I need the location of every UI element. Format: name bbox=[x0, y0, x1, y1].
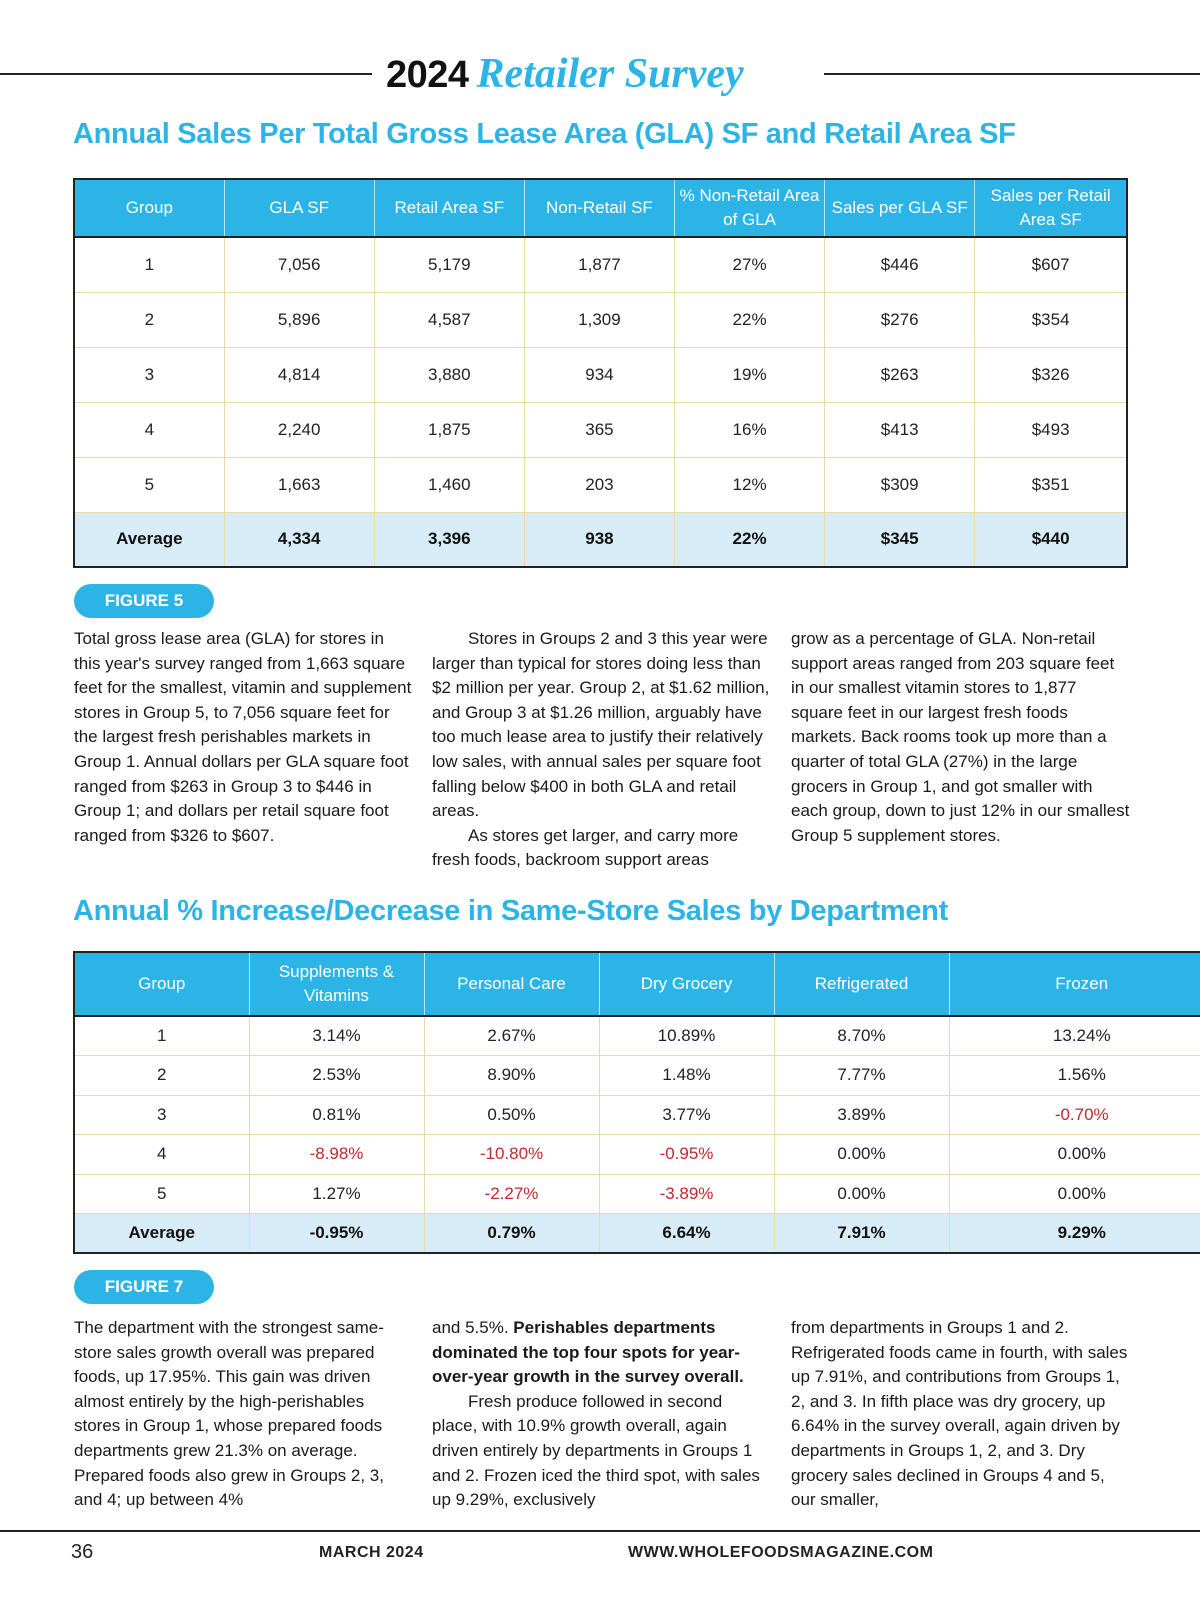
value-cell: 19% bbox=[675, 347, 825, 402]
value-cell: $276 bbox=[825, 292, 975, 347]
value-cell: 3,880 bbox=[374, 347, 524, 402]
value-cell: 13.24% bbox=[949, 1016, 1200, 1056]
footer-rule bbox=[0, 1530, 1200, 1532]
value-cell: $354 bbox=[975, 292, 1127, 347]
value-cell: 0.50% bbox=[424, 1095, 599, 1135]
group-cell: Average bbox=[74, 512, 224, 567]
section1-text-col3 bbox=[791, 627, 1131, 848]
website-url: WWW.WHOLEFOODSMAGAZINE.COM bbox=[628, 1544, 934, 1561]
table-header-row bbox=[74, 179, 1127, 237]
group-cell: Average bbox=[74, 1214, 249, 1254]
value-cell: 4,587 bbox=[374, 292, 524, 347]
value-cell: $309 bbox=[825, 457, 975, 512]
paragraph: As stores get larger, and carry more fresh foods, backroom support areas bbox=[432, 825, 739, 870]
section2-text-col1 bbox=[74, 1316, 414, 1513]
table-row bbox=[74, 292, 1127, 347]
value-cell: $413 bbox=[825, 402, 975, 457]
value-cell: 938 bbox=[524, 512, 674, 567]
value-cell: 0.00% bbox=[774, 1174, 949, 1214]
value-cell: 3.14% bbox=[249, 1016, 424, 1056]
group-cell: 5 bbox=[74, 1174, 249, 1214]
value-cell: -10.80% bbox=[424, 1135, 599, 1175]
group-cell: 1 bbox=[74, 237, 224, 292]
column-header: Non-Retail SF bbox=[524, 179, 674, 237]
table-row bbox=[74, 1016, 1200, 1056]
value-cell: 6.64% bbox=[599, 1214, 774, 1254]
value-cell: 2.53% bbox=[249, 1056, 424, 1096]
section2-text-col2 bbox=[432, 1316, 772, 1513]
value-cell: 2,240 bbox=[224, 402, 374, 457]
table-header-row bbox=[74, 952, 1200, 1016]
column-header: Personal Care bbox=[424, 952, 599, 1016]
value-cell: 0.00% bbox=[774, 1135, 949, 1175]
group-cell: 2 bbox=[74, 1056, 249, 1096]
value-cell: 1,877 bbox=[524, 237, 674, 292]
masthead-rule-left bbox=[0, 73, 372, 75]
value-cell: $607 bbox=[975, 237, 1127, 292]
table-row bbox=[74, 1135, 1200, 1175]
group-cell: 1 bbox=[74, 1016, 249, 1056]
value-cell: 22% bbox=[675, 512, 825, 567]
value-cell: 4,334 bbox=[224, 512, 374, 567]
value-cell: $493 bbox=[975, 402, 1127, 457]
value-cell: 934 bbox=[524, 347, 674, 402]
masthead-rule-right bbox=[824, 73, 1200, 75]
group-cell: 4 bbox=[74, 402, 224, 457]
column-header: Refrigerated bbox=[774, 952, 949, 1016]
value-cell: 1,875 bbox=[374, 402, 524, 457]
figure-7-label: FIGURE 7 bbox=[74, 1270, 214, 1304]
value-cell: 203 bbox=[524, 457, 674, 512]
paragraph bbox=[432, 1316, 772, 1390]
value-cell: 8.90% bbox=[424, 1056, 599, 1096]
column-header: Sales per Retail Area SF bbox=[975, 179, 1127, 237]
value-cell: -8.98% bbox=[249, 1135, 424, 1175]
paragraph-lead: and 5.5%. bbox=[432, 1318, 514, 1337]
value-cell: $345 bbox=[825, 512, 975, 567]
masthead bbox=[0, 50, 1200, 100]
section1-text-col1 bbox=[74, 627, 414, 848]
magazine-section-title bbox=[386, 50, 816, 98]
value-cell: 5,179 bbox=[374, 237, 524, 292]
value-cell: $326 bbox=[975, 347, 1127, 402]
column-header: Sales per GLA SF bbox=[825, 179, 975, 237]
paragraph: Fresh produce followed in second place, with 10.9% growth overall, again driven entirely by departments in Groups 1 and 2. Frozen iced the third spot, with sales up 9.29%, exclusively bbox=[432, 1391, 760, 1510]
gla-sales-table bbox=[73, 178, 1128, 568]
group-cell: 2 bbox=[74, 292, 224, 347]
paragraph: grow as a percentage of GLA. Non-retail support areas ranged from 203 square feet in our smallest vitamin stores to 1,877 square feet in our largest fresh foods markets. Back rooms took up more than a quarter of total GLA (27%) in the large grocers in Group 1, and got smaller with each group, down to just 12% in our smallest Group 5 supplement stores. bbox=[791, 629, 1130, 845]
masthead-year: 2024 bbox=[386, 54, 469, 96]
value-cell: $263 bbox=[825, 347, 975, 402]
page-number: 36 bbox=[71, 1541, 94, 1563]
column-header: Group bbox=[74, 952, 249, 1016]
value-cell: 3.89% bbox=[774, 1095, 949, 1135]
value-cell: 0.00% bbox=[949, 1135, 1200, 1175]
table-row bbox=[74, 402, 1127, 457]
table-row bbox=[74, 237, 1127, 292]
column-header: Retail Area SF bbox=[374, 179, 524, 237]
value-cell: $351 bbox=[975, 457, 1127, 512]
value-cell: -0.70% bbox=[949, 1095, 1200, 1135]
table-row bbox=[74, 457, 1127, 512]
value-cell: -0.95% bbox=[249, 1214, 424, 1254]
value-cell: 1,663 bbox=[224, 457, 374, 512]
section1-text-col2 bbox=[432, 627, 772, 873]
value-cell: 4,814 bbox=[224, 347, 374, 402]
average-row bbox=[74, 512, 1127, 567]
value-cell: -3.89% bbox=[599, 1174, 774, 1214]
value-cell: 1.56% bbox=[949, 1056, 1200, 1096]
group-cell: 4 bbox=[74, 1135, 249, 1175]
value-cell: 22% bbox=[675, 292, 825, 347]
value-cell: 1.27% bbox=[249, 1174, 424, 1214]
value-cell: -2.27% bbox=[424, 1174, 599, 1214]
value-cell: 3.77% bbox=[599, 1095, 774, 1135]
column-header: Frozen bbox=[949, 952, 1200, 1016]
average-row bbox=[74, 1214, 1200, 1254]
table-row bbox=[74, 347, 1127, 402]
table-row bbox=[74, 1174, 1200, 1214]
value-cell: 27% bbox=[675, 237, 825, 292]
value-cell: 0.79% bbox=[424, 1214, 599, 1254]
section2-title: Annual % Increase/Decrease in Same-Store Sales by Department bbox=[73, 895, 948, 927]
value-cell: 16% bbox=[675, 402, 825, 457]
group-cell: 3 bbox=[74, 347, 224, 402]
value-cell: 0.81% bbox=[249, 1095, 424, 1135]
value-cell: 7.77% bbox=[774, 1056, 949, 1096]
value-cell: 1,460 bbox=[374, 457, 524, 512]
value-cell: 8.70% bbox=[774, 1016, 949, 1056]
value-cell: 1,309 bbox=[524, 292, 674, 347]
value-cell: 2.67% bbox=[424, 1016, 599, 1056]
column-header: % Non-Retail Area of GLA bbox=[675, 179, 825, 237]
value-cell: 9.29% bbox=[949, 1214, 1200, 1254]
group-cell: 5 bbox=[74, 457, 224, 512]
issue-date: MARCH 2024 bbox=[319, 1544, 424, 1561]
same-store-sales-table bbox=[73, 951, 1200, 1254]
value-cell: 1.48% bbox=[599, 1056, 774, 1096]
value-cell: 3,396 bbox=[374, 512, 524, 567]
bold-statement: Perishables departments dominated the top four spots for year-over-year growth in the survey overall. bbox=[432, 1318, 744, 1387]
value-cell: $446 bbox=[825, 237, 975, 292]
value-cell: 5,896 bbox=[224, 292, 374, 347]
value-cell: 0.00% bbox=[949, 1174, 1200, 1214]
column-header: Supplements & Vitamins bbox=[249, 952, 424, 1016]
paragraph: from departments in Groups 1 and 2. Refrigerated foods came in fourth, with sales up 7.91%, and contributions from Groups 1, 2, and 3. In fifth place was dry grocery, up 6.64% in the survey overall, again driven by departments in Groups 1, 2, and 3. Dry grocery sales declined in Groups 4 and 5, our smaller, bbox=[791, 1318, 1128, 1510]
figure-5-label: FIGURE 5 bbox=[74, 584, 214, 618]
section2-text-col3 bbox=[791, 1316, 1131, 1513]
paragraph: Stores in Groups 2 and 3 this year were larger than typical for stores doing less than $2 million per year. Group 2, at $1.62 million, and Group 3 at $1.26 million, arguably have too much lease area to justify their relatively low sales, with annual sales per square foot falling below $400 in both GLA and retail areas. bbox=[432, 629, 770, 821]
table-row bbox=[74, 1056, 1200, 1096]
column-header: Dry Grocery bbox=[599, 952, 774, 1016]
masthead-survey: Retailer Survey bbox=[476, 51, 744, 97]
paragraph: The department with the strongest same-store sales growth overall was prepared foods, up 17.95%. This gain was driven almost entirely by the high-perishables stores in Group 1, whose prepared foods departments grew 21.3% on average. Prepared foods also grew in Groups 2, 3, and 4; up between 4% bbox=[74, 1318, 384, 1510]
value-cell: -0.95% bbox=[599, 1135, 774, 1175]
value-cell: 7.91% bbox=[774, 1214, 949, 1254]
value-cell: 10.89% bbox=[599, 1016, 774, 1056]
value-cell: 12% bbox=[675, 457, 825, 512]
column-header: GLA SF bbox=[224, 179, 374, 237]
paragraph: Total gross lease area (GLA) for stores in this year's survey ranged from 1,663 square feet for the smallest, vitamin and supplement stores in Group 5, to 7,056 square feet for the largest fresh perishables markets in Group 1. Annual dollars per GLA square foot ranged from $263 in Group 3 to $446 in Group 1; and dollars per retail square foot ranged from $326 to $607. bbox=[74, 629, 412, 845]
section1-title: Annual Sales Per Total Gross Lease Area (GLA) SF and Retail Area SF bbox=[73, 118, 1016, 150]
value-cell: 365 bbox=[524, 402, 674, 457]
value-cell: $440 bbox=[975, 512, 1127, 567]
value-cell: 7,056 bbox=[224, 237, 374, 292]
table-row bbox=[74, 1095, 1200, 1135]
group-cell: 3 bbox=[74, 1095, 249, 1135]
column-header: Group bbox=[74, 179, 224, 237]
